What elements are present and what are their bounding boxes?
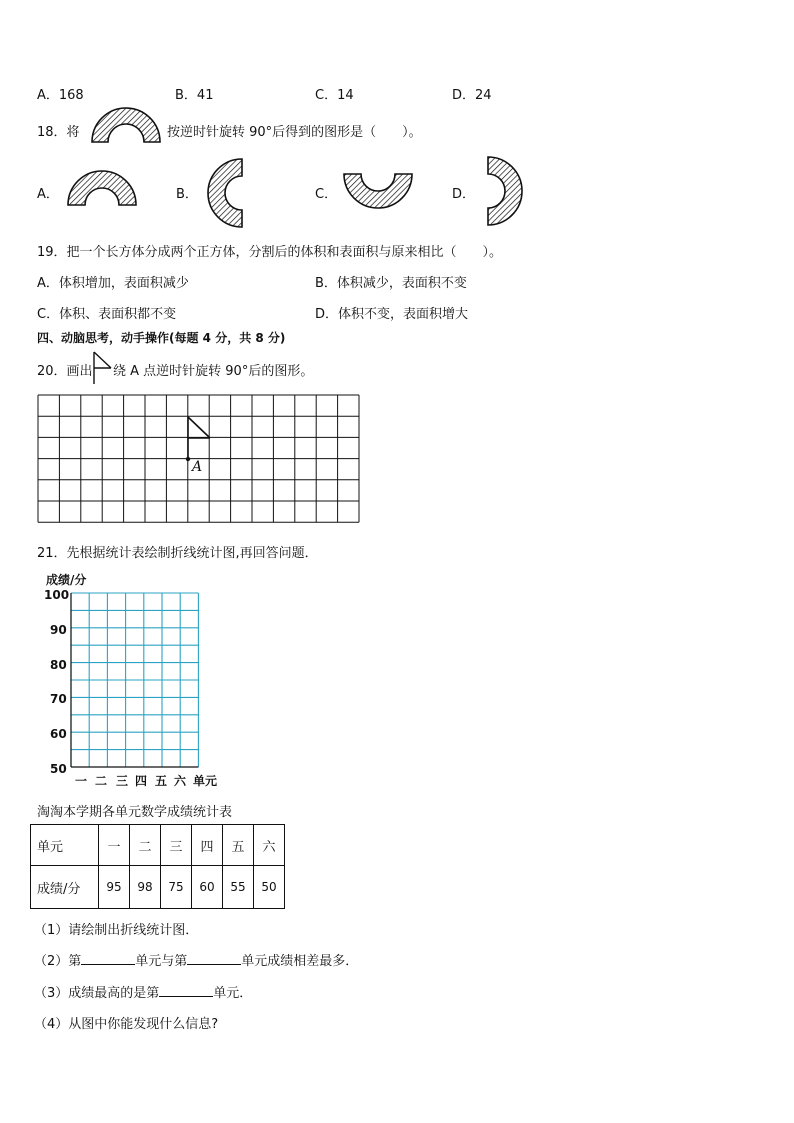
table-cell: 一 xyxy=(99,825,130,866)
q17-option-d: D．24 xyxy=(452,88,492,103)
q19-option-d: D．体积不变，表面积增大 xyxy=(315,307,469,322)
q18-label-a: A． xyxy=(37,187,59,202)
q19-option-a: A．体积增加，表面积减少 xyxy=(37,276,189,291)
q18-option-b-shape xyxy=(205,157,245,229)
q18-prefix: 18．将 xyxy=(37,125,80,140)
q18-option-d-shape xyxy=(486,155,526,227)
q18-option-a-shape xyxy=(66,168,138,208)
table-cell: 单元 xyxy=(31,825,99,866)
q17-option-b: B．41 xyxy=(175,88,214,103)
table-cell: 五 xyxy=(223,825,254,866)
q18-label-d: D． xyxy=(452,187,476,202)
sub-question-1: （1）请绘制出折线统计图． xyxy=(34,923,199,938)
x-unit-label: 单元 xyxy=(193,774,218,788)
sub-question-4: （4）从图中你能发现什么信息? xyxy=(34,1017,219,1032)
q17-option-c: C．14 xyxy=(315,88,354,103)
answer-blank[interactable] xyxy=(81,952,135,965)
sub2-text-a: （2）第 xyxy=(34,954,82,969)
table-cell: 75 xyxy=(161,866,192,909)
q20-prefix: 20．画出 xyxy=(37,364,93,379)
y-tick: 100 xyxy=(44,588,70,602)
q19-stem: 19．把一个长方体分成两个正方体，分割后的体积和表面积与原来相比（ ）。 xyxy=(37,245,503,260)
score-table xyxy=(30,824,285,909)
table-cell: 成绩/分 xyxy=(31,866,99,909)
table-cell: 三 xyxy=(161,825,192,866)
x-tick: 二 xyxy=(95,774,108,788)
x-tick: 六 xyxy=(174,774,187,788)
table-cell: 98 xyxy=(130,866,161,909)
q18-option-c-shape xyxy=(342,172,414,212)
table-cell: 四 xyxy=(192,825,223,866)
q18-label-b: B． xyxy=(176,187,198,202)
sub2-text-b: 单元与第 xyxy=(135,954,188,969)
sub2-text-c: 单元成绩相差最多． xyxy=(241,954,359,969)
q19-option-b: B．体积减少，表面积不变 xyxy=(315,276,467,291)
table-cell: 六 xyxy=(254,825,285,866)
table-cell: 二 xyxy=(130,825,161,866)
q18-source-shape xyxy=(90,104,162,144)
y-tick: 60 xyxy=(50,727,67,741)
sub-question-3 xyxy=(34,982,252,1001)
table-row xyxy=(31,825,285,866)
answer-blank[interactable] xyxy=(187,952,241,965)
x-tick: 四 xyxy=(135,774,148,788)
y-tick: 70 xyxy=(50,692,67,706)
x-tick: 三 xyxy=(116,774,129,788)
x-tick: 五 xyxy=(155,774,168,788)
q20-suffix: 绕 A 点逆时针旋转 90°后的图形。 xyxy=(113,364,314,379)
y-tick: 90 xyxy=(50,623,67,637)
q19-option-c: C．体积、表面积都不变 xyxy=(37,307,177,322)
table-cell: 60 xyxy=(192,866,223,909)
q18-suffix: 按逆时针旋转 90°后得到的图形是（ ）。 xyxy=(167,125,422,140)
table-cell: 50 xyxy=(254,866,285,909)
blank-chart-grid xyxy=(71,593,201,770)
answer-blank[interactable] xyxy=(159,984,213,997)
y-tick: 50 xyxy=(50,762,67,776)
rotation-point xyxy=(186,457,190,461)
sub-question-2 xyxy=(34,950,358,969)
x-tick: 一 xyxy=(75,774,88,788)
table-cell: 55 xyxy=(223,866,254,909)
y-tick: 80 xyxy=(50,658,67,672)
q20-flag-icon xyxy=(91,350,115,386)
table-row xyxy=(31,866,285,909)
point-a-label: A xyxy=(192,459,203,475)
q21-stem: 21．先根据统计表绘制折线统计图,再回答问题． xyxy=(37,546,318,561)
q18-label-c: C． xyxy=(315,187,338,202)
sub3-text-b: 单元． xyxy=(213,986,253,1001)
table-cell: 95 xyxy=(99,866,130,909)
q17-option-a: A．168 xyxy=(37,88,84,103)
section-heading: 四、动脑思考，动手操作(每题 4 分，共 8 分) xyxy=(37,331,286,345)
table-title: 淘淘本学期各单元数学成绩统计表 xyxy=(37,805,233,820)
chart-y-label: 成绩/分 xyxy=(46,573,87,587)
sub3-text-a: （3）成绩最高的是第 xyxy=(34,986,160,1001)
